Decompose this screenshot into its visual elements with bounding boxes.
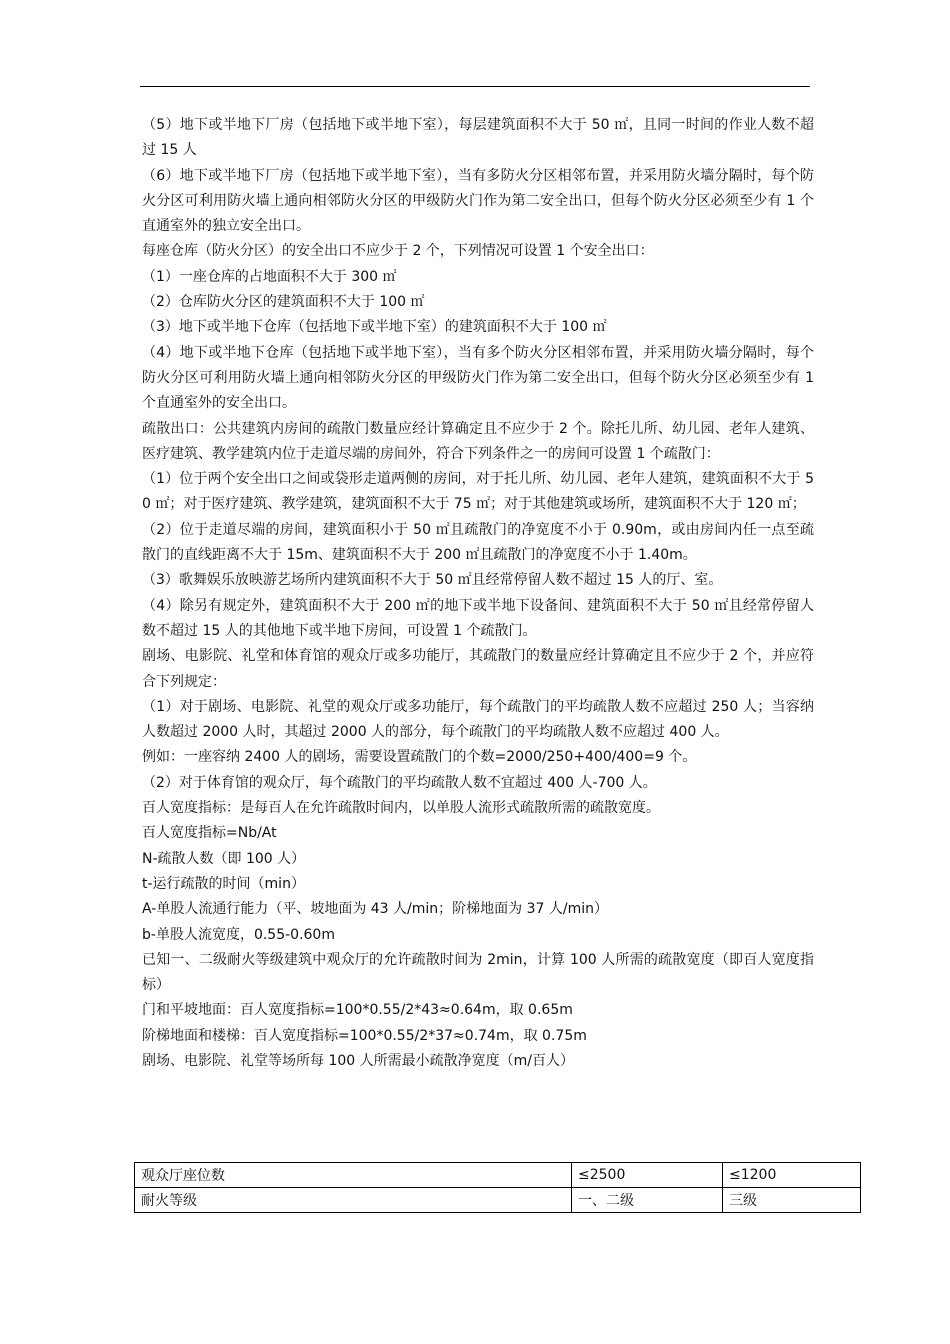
table-cell: 观众厅座位数	[135, 1163, 572, 1188]
table-cell: 三级	[723, 1188, 861, 1213]
paragraph: 疏散出口：公共建筑内房间的疏散门数量应经计算确定且不应少于 2 个。除托儿所、幼儿园、老年人建筑、医疗建筑、教学建筑内位于走道尽端的房间外，符合下列条件之一的房间可设置 1 个疏散门：	[142, 420, 814, 462]
header-rule	[140, 86, 810, 87]
paragraph: 已知一、二级耐火等级建筑中观众厅的允许疏散时间为 2min，计算 100 人所需的疏散宽度（即百人宽度指标）	[142, 951, 814, 994]
paragraph: （2）对于体育馆的观众厅，每个疏散门的平均疏散人数不宜超过 400 人-700 人。	[142, 774, 657, 791]
table-row	[135, 1188, 861, 1213]
paragraph: 例如：一座容纳 2400 人的剧场，需要设置疏散门的个数=2000/250+400/400=9 个。	[142, 749, 697, 766]
paragraph: 百人宽度指标：是每百人在允许疏散时间内，以单股人流形式疏散所需的疏散宽度。	[142, 800, 660, 817]
paragraph: （4）除另有规定外，建筑面积不大于 200 ㎡的地下或半地下设备间、建筑面积不大于 50 ㎡且经常停留人数不超过 15 人的其他地下或半地下房间，可设置 1 个疏散门。	[142, 597, 814, 639]
paragraph: 每座仓库（防火分区）的安全出口不应少于 2 个，下列情况可设置 1 个安全出口：	[142, 243, 654, 260]
document-body	[142, 113, 814, 1074]
paragraph: （3）地下或半地下仓库（包括地下或半地下室）的建筑面积不大于 100 ㎡	[142, 319, 607, 336]
paragraph: b-单股人流宽度，0.55-0.60m	[142, 926, 335, 943]
paragraph: 阶梯地面和楼梯：百人宽度指标=100*0.55/2*37≈0.74m，取 0.75m	[142, 1027, 587, 1044]
table-caption: 剧场、电影院、礼堂等场所每 100 人所需最小疏散净宽度（m/百人）	[142, 1052, 574, 1069]
paragraph: （1）一座仓库的占地面积不大于 300 ㎡	[142, 268, 397, 285]
paragraph: （5）地下或半地下厂房（包括地下或半地下室），每层建筑面积不大于 50 ㎡，且同一时间的作业人数不超过 15 人	[142, 117, 814, 159]
table-cell: ≤2500	[572, 1163, 723, 1188]
table-cell: ≤1200	[723, 1163, 861, 1188]
paragraph: （1）位于两个安全出口之间或袋形走道两侧的房间，对于托儿所、幼儿园、老年人建筑，建筑面积不大于 50 ㎡；对于医疗建筑、教学建筑，建筑面积不大于 75 ㎡；对于其他建筑或场所，建筑面积不大于 120 ㎡；	[142, 471, 814, 513]
paragraph: （1）对于剧场、电影院、礼堂的观众厅或多功能厅，每个疏散门的平均疏散人数不应超过 250 人；当容纳人数超过 2000 人时，其超过 2000 人的部分，每个疏散门的平均疏散人数不应超过 400 人。	[142, 698, 814, 741]
paragraph: （2）位于走道尽端的房间，建筑面积小于 50 ㎡且疏散门的净宽度不小于 0.90m，或由房间内任一点至疏散门的直线距离不大于 15m、建筑面积不大于 200 ㎡且疏散门的净宽度不小于 1.40m。	[142, 521, 814, 564]
paragraph: （2）仓库防火分区的建筑面积不大于 100 ㎡	[142, 294, 425, 311]
paragraph: （4）地下或半地下仓库（包括地下或半地下室），当有多个防火分区相邻布置，并采用防火墙分隔时，每个防火分区可利用防火墙上通向相邻防火分区的甲级防火门作为第二安全出口，但每个防火分区必须至少有 1 个直通室外的安全出口。	[142, 344, 814, 412]
evacuation-width-table	[134, 1162, 861, 1213]
paragraph: A-单股人流通行能力（平、坡地面为 43 人/min；阶梯地面为 37 人/min）	[142, 901, 608, 918]
paragraph: 剧场、电影院、礼堂和体育馆的观众厅或多功能厅，其疏散门的数量应经计算确定且不应少于 2 个，并应符合下列规定：	[142, 648, 814, 690]
table-row	[135, 1163, 861, 1188]
paragraph: t-运行疏散的时间（min）	[142, 875, 305, 892]
paragraph: （6）地下或半地下厂房（包括地下或半地下室），当有多防火分区相邻布置，并采用防火墙分隔时，每个防火分区可利用防火墙上通向相邻防火分区的甲级防火门作为第二安全出口，但每个防火分区必须至少有 1 个直通室外的独立安全出口。	[142, 167, 814, 235]
table-cell: 耐火等级	[135, 1188, 572, 1213]
table-cell: 一、二级	[572, 1188, 723, 1213]
paragraph: 门和平坡地面：百人宽度指标=100*0.55/2*43≈0.64m，取 0.65m	[142, 1002, 573, 1019]
paragraph: N-疏散人数（即 100 人）	[142, 850, 306, 867]
paragraph: （3）歌舞娱乐放映游艺场所内建筑面积不大于 50 ㎡且经常停留人数不超过 15 人的厅、室。	[142, 572, 723, 589]
paragraph: 百人宽度指标=Nb/At	[142, 825, 277, 842]
